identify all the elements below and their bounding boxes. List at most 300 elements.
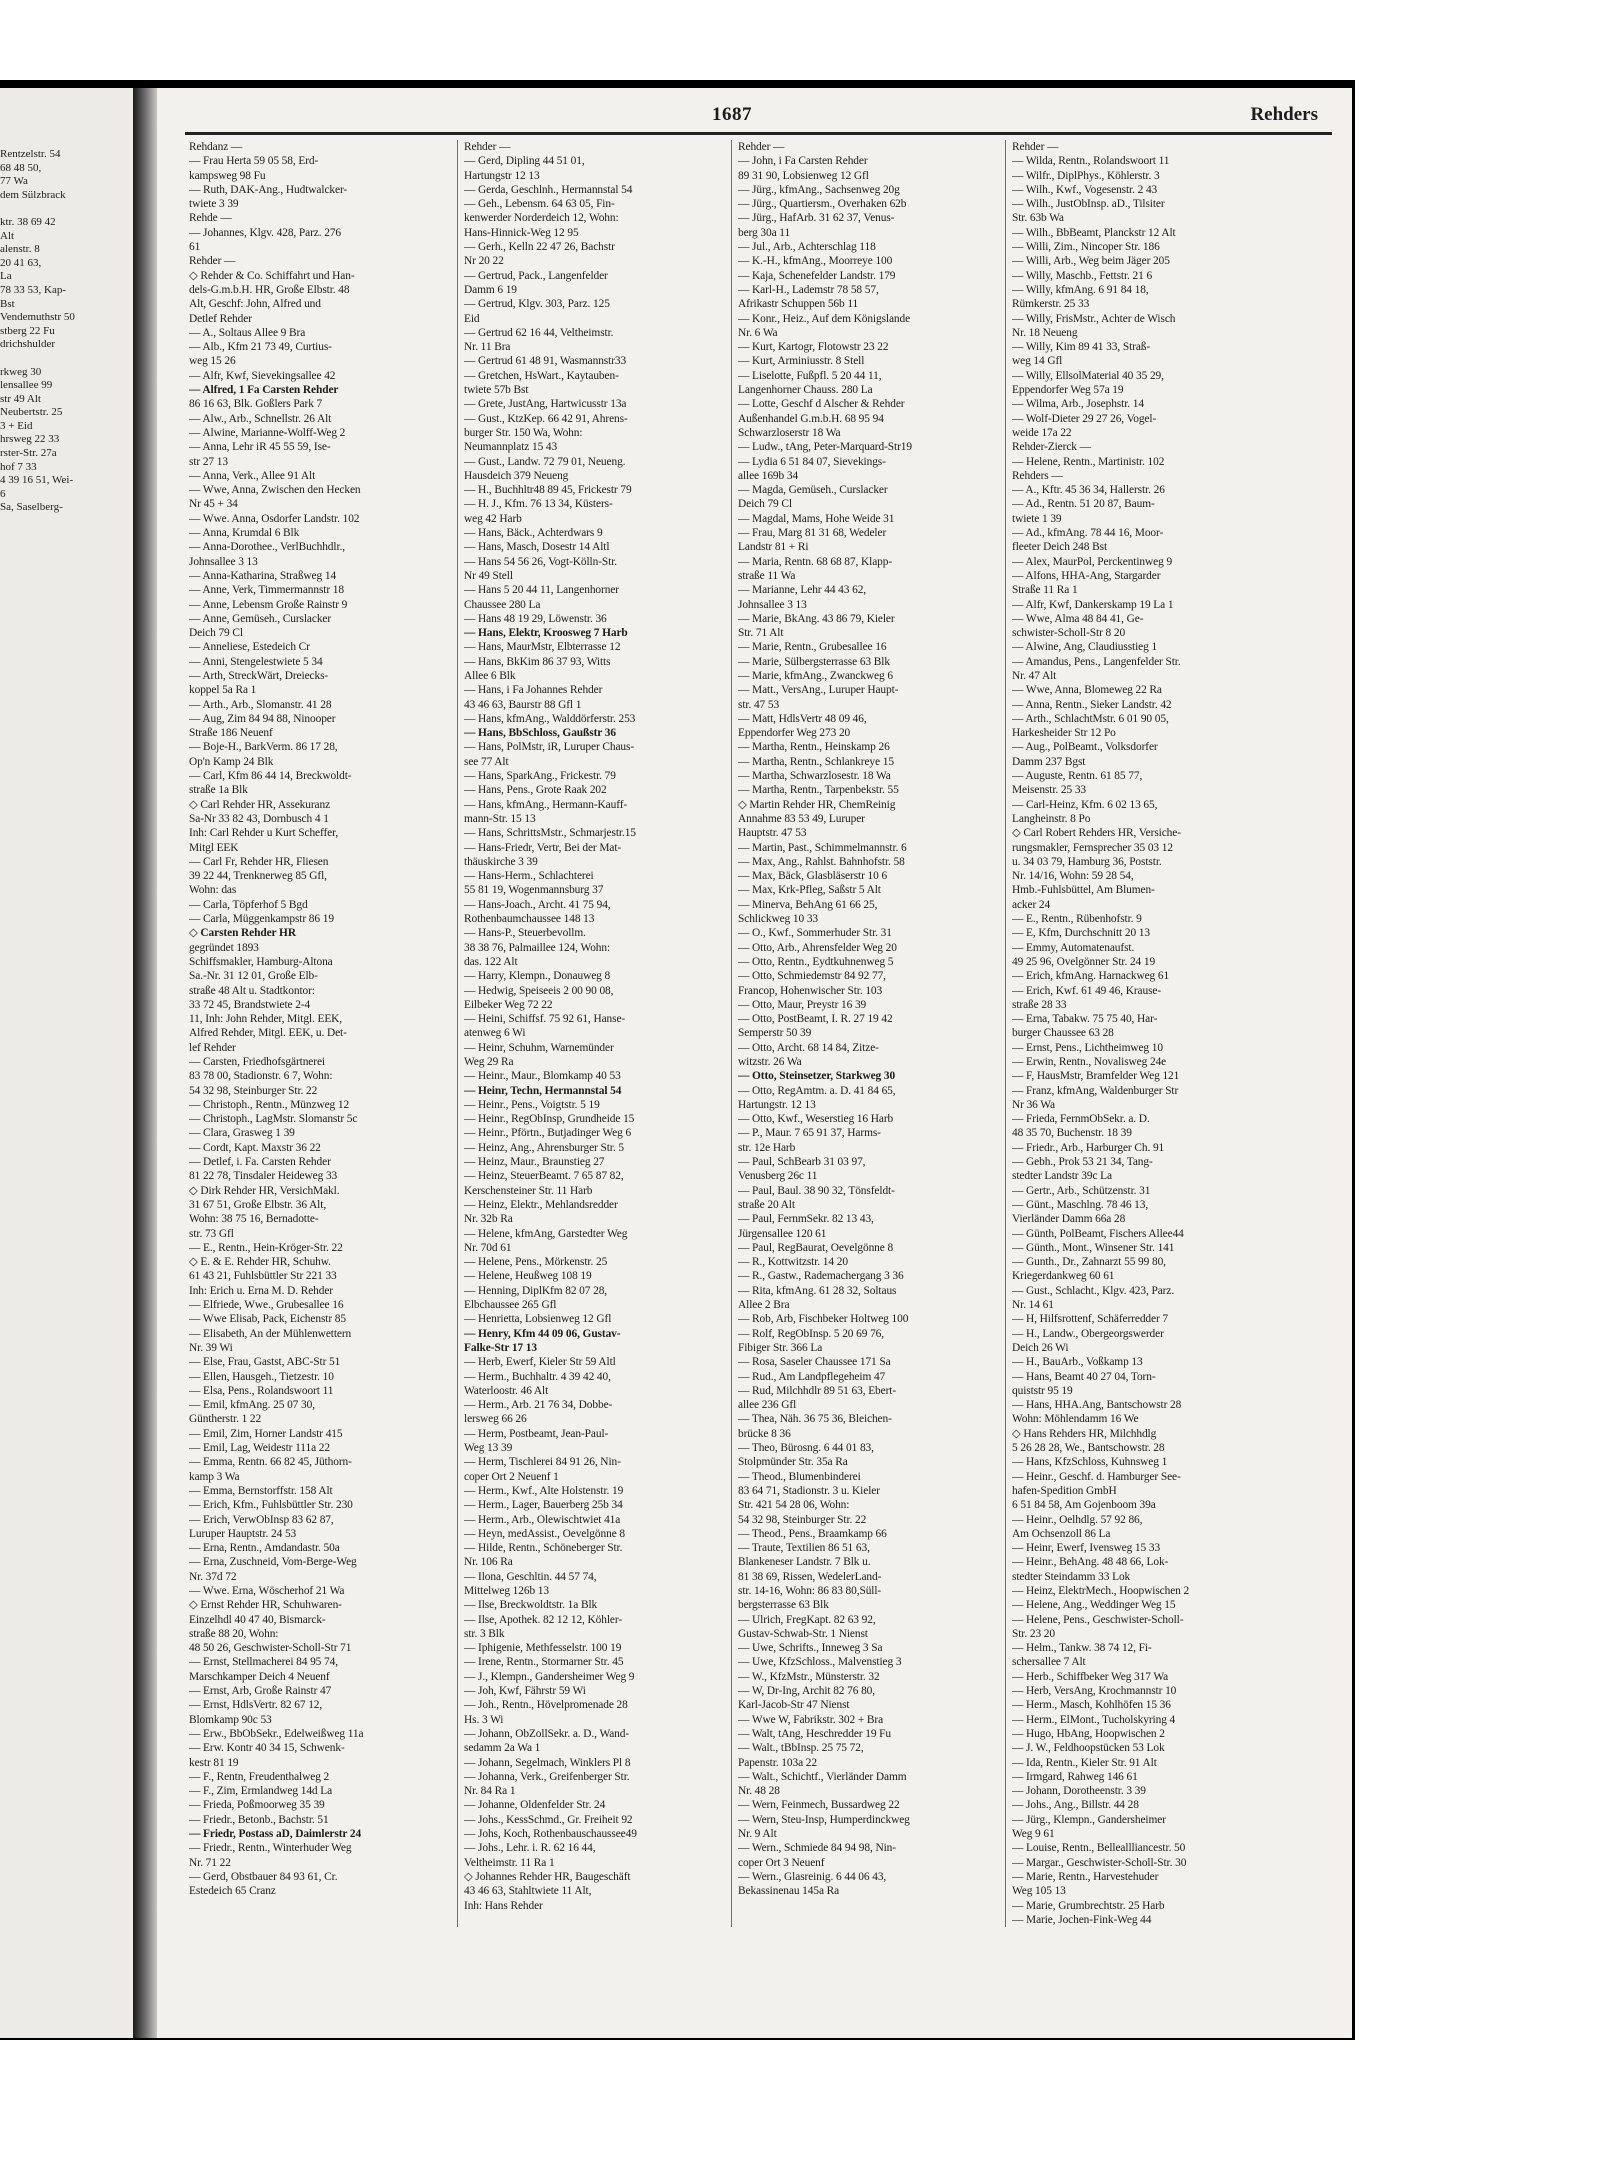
entry-line: — Willy, Kim 89 41 33, Straß- bbox=[1012, 341, 1151, 354]
entry-line: — Max, Bäck, Glasbläserstr 10 6 bbox=[738, 870, 888, 883]
entry-line: Rothenbaumchaussee 148 13 bbox=[464, 913, 595, 926]
entry-line: Schwarzloserstr 18 Wa bbox=[738, 426, 841, 439]
entry-line: — Boje-H., BarkVerm. 86 17 28, bbox=[189, 741, 338, 754]
entry-line: — Gertrud, Pack., Langenfelder bbox=[464, 269, 608, 282]
entry-line: — Konr., Heiz., Auf dem Königslande bbox=[738, 312, 911, 325]
entry-line: — Elfriede, Wwe., Grubesallee 16 bbox=[189, 1299, 344, 1312]
entry-line: — Martha, Schwarzlosestr. 18 Wa bbox=[738, 770, 891, 783]
entry-line: — Gerda, Geschlnh., Hermannstal 54 bbox=[464, 183, 633, 196]
entry-line: — Gerd, Dipling 44 51 01, bbox=[464, 155, 585, 168]
entry-line: — Thea, Näh. 36 75 36, Bleichen- bbox=[738, 1413, 892, 1426]
entry-line: — Hans, PolMstr, iR, Luruper Chaus- bbox=[464, 741, 635, 754]
entry-heading: ◇ E. & E. Rehder HR, Schuhw. bbox=[189, 1256, 331, 1269]
page-number: 1687 bbox=[712, 104, 752, 125]
entry-line: Meisenstr. 25 33 bbox=[1012, 784, 1087, 797]
entry-line: quiststr 95 19 bbox=[1012, 1384, 1073, 1397]
entry-line: Allee 2 Bra bbox=[738, 1299, 790, 1312]
entry-line: — Hans 54 56 26, Vogt-Kölln-Str. bbox=[464, 555, 618, 568]
entry-line: — Ad., Rentn. 51 20 87, Baum- bbox=[1012, 498, 1155, 511]
entry-line: — Herm., Lager, Bauerberg 25b 34 bbox=[464, 1499, 623, 1512]
entry-line: — Christoph., LagMstr. Slomanstr 5c bbox=[189, 1113, 358, 1126]
entry-line: Langheinstr. 8 Po bbox=[1012, 812, 1091, 825]
entry-line: Mittelweg 126b 13 bbox=[464, 1584, 549, 1597]
entry-line: — Herb, Ewerf, Kieler Str 59 Altl bbox=[464, 1356, 616, 1369]
entry-line: — Heinr., RegObInsp, Grundheide 15 bbox=[464, 1113, 635, 1126]
fragment-line: lensallee 99 bbox=[0, 379, 53, 392]
entry-line: — Wwe, Anna, Zwischen den Hecken bbox=[189, 484, 361, 497]
entry-line: — Irene, Rentn., Stormarner Str. 45 bbox=[464, 1656, 624, 1669]
entry-line: Nr. 39 Wi bbox=[189, 1341, 233, 1354]
entry-line: — Herm., Kwf., Alte Holstenstr. 19 bbox=[464, 1484, 624, 1497]
entry-line: 48 50 26, Geschwister-Scholl-Str 71 bbox=[189, 1642, 352, 1655]
entry-line: — Joh, Kwf, Fährstr 59 Wi bbox=[464, 1685, 586, 1698]
entry-line: — Marie, BkAng. 43 86 79, Kieler bbox=[738, 612, 895, 625]
entry-line: Schiffsmakler, Hamburg-Altona bbox=[189, 955, 333, 968]
entry-line: — Marie, Rentn., Grubesallee 16 bbox=[738, 641, 887, 654]
entry-line: coper Ort 3 Neuenf bbox=[738, 1856, 825, 1869]
entry-line: — Paul, FernmSekr. 82 13 43, bbox=[738, 1213, 874, 1226]
entry-line: kampsweg 98 Fu bbox=[189, 169, 266, 182]
entry-line: — Arth., Arb., Slomanstr. 41 28 bbox=[189, 698, 332, 711]
entry-line: — Karl-H., Lademstr 78 58 57, bbox=[738, 283, 879, 296]
entry-line: — Hans, kfmAng., Walddörferstr. 253 bbox=[464, 712, 636, 725]
entry-line: str. 12e Harb bbox=[738, 1141, 796, 1154]
entry-line: — Martha, Rentn., Heinskamp 26 bbox=[738, 741, 890, 754]
entry-line: witzstr. 26 Wa bbox=[738, 1056, 802, 1068]
entry-line: allee 169b 34 bbox=[738, 469, 799, 482]
entry-line: — Magdal, Mams, Hohe Weide 31 bbox=[738, 512, 895, 525]
entry-line: — J., Klempn., Gandersheimer Weg 9 bbox=[464, 1670, 635, 1683]
entry-line: Einzelhdl 40 47 40, Bismarck- bbox=[189, 1613, 326, 1626]
entry-line: — Walt., Schichtf., Vierländer Damm bbox=[738, 1770, 907, 1783]
entry-line: — Otto, RegAmtm. a. D. 41 84 65, bbox=[738, 1084, 896, 1097]
entry-line: — Erich, Kfm., Fuhlsbüttler Str. 230 bbox=[189, 1499, 353, 1512]
entry-line: Hartungstr. 12 13 bbox=[738, 1098, 816, 1111]
entry-line: kamp 3 Wa bbox=[189, 1470, 240, 1483]
fragment-line: hof 7 33 bbox=[0, 460, 37, 473]
entry-line: — Marie, Sülbergsterrasse 63 Blk bbox=[738, 655, 890, 668]
entry-line: — Wwe, Anna, Blomeweg 22 Ra bbox=[1012, 684, 1162, 697]
entry-line: Güntherstr. 1 22 bbox=[189, 1413, 262, 1426]
entry-line: — Iphigenie, Methfesselstr. 100 19 bbox=[464, 1642, 622, 1655]
entry-line: — E., Rentn., Rübenhofstr. 9 bbox=[1012, 913, 1142, 926]
entry-line: — Hans, BbSchloss, Gaußstr 36 bbox=[464, 727, 616, 740]
entry-line: — Hans, kfmAng., Hermann-Kauff- bbox=[464, 798, 628, 811]
entry-line: — Heinr., Oelhdlg. 57 92 86, bbox=[1012, 1513, 1143, 1526]
entry-line: 33 72 45, Brandstwiete 2-4 bbox=[189, 998, 311, 1011]
entry-line: — Magda, Gemüseh., Curslacker bbox=[738, 484, 888, 497]
entry-line: dels-G.m.b.H. HR, Große Elbstr. 48 bbox=[189, 283, 350, 296]
entry-line: — Emil, kfmAng. 25 07 30, bbox=[189, 1399, 315, 1412]
entry-line: — Max, Krk-Pfleg, Saßstr 5 Alt bbox=[738, 884, 881, 897]
entry-line: — H., Landw., Obergeorgswerder bbox=[1012, 1327, 1164, 1340]
entry-line: — Otto, PostBeamt, I. R. 27 19 42 bbox=[738, 1013, 893, 1026]
entry-line: Wohn: das bbox=[189, 884, 237, 897]
entry-line: — Willy, EllsolMaterial 40 35 29, bbox=[1012, 369, 1164, 382]
entry-heading: ◇ Johannes Rehder HR, Baugeschäft bbox=[464, 1870, 631, 1883]
entry-line: — Hans, SparkAng., Frickestr. 79 bbox=[464, 770, 616, 783]
entry-line: Nr. 37d 72 bbox=[189, 1570, 237, 1583]
entry-line: Schlickweg 10 33 bbox=[738, 913, 819, 926]
entry-line: 81 38 69, Rissen, WedelerLand- bbox=[738, 1570, 882, 1583]
entry-line: Wohn: Möhlendamm 16 We bbox=[1012, 1413, 1139, 1426]
fragment-line: rster-Str. 27a bbox=[0, 447, 57, 460]
fragment-line: alenstr. 8 bbox=[0, 243, 40, 256]
entry-line: Nr. 6 Wa bbox=[738, 326, 778, 339]
entry-line: — Hans-Friedr, Vertr, Bei der Mat- bbox=[464, 841, 622, 854]
entry-line: — Hans-Herm., Schlachterei bbox=[464, 870, 594, 883]
entry-line: — Martha, Rentn., Tarpenbekstr. 55 bbox=[738, 784, 899, 797]
entry-line: — Hans 48 19 29, Löwenstr. 36 bbox=[464, 612, 607, 625]
entry-line: Weg 29 Ra bbox=[464, 1056, 514, 1068]
entry-line: Marschkamper Deich 4 Neuenf bbox=[189, 1670, 330, 1683]
entry-line: — Arth., SchlachtMstr. 6 01 90 05, bbox=[1012, 712, 1169, 725]
entry-line: — P., Maur. 7 65 91 37, Harms- bbox=[738, 1127, 881, 1140]
entry-line: — Henning, DiplKfm 82 07 28, bbox=[464, 1284, 608, 1297]
entry-line: — Wilh., JustObInsp. aD., Tilsiter bbox=[1012, 198, 1165, 211]
entry-line: — Anna-Katharina, Straßweg 14 bbox=[189, 569, 337, 582]
entry-line: — Geh., Lebensm. 64 63 05, Fin- bbox=[464, 198, 615, 211]
entry-line: — F., Zim, Ermlandweg 14d La bbox=[189, 1785, 333, 1798]
entry-line: Semperstr 50 39 bbox=[738, 1027, 812, 1040]
entry-line: — Traute, Textilien 86 51 63, bbox=[738, 1542, 870, 1555]
entry-line: Nr. 70d 61 bbox=[464, 1241, 512, 1254]
entry-line: — Frau, Marg 81 31 68, Wedeler bbox=[738, 527, 887, 540]
entry-line: — Auguste, Rentn. 61 85 77, bbox=[1012, 770, 1143, 783]
entry-line: Inh: Erich u. Erna M. D. Rehder bbox=[189, 1284, 333, 1297]
entry-line: — Hans, Bäck., Achterdwars 9 bbox=[464, 527, 603, 540]
entry-line: — Otto, Maur, Preystr 16 39 bbox=[738, 998, 867, 1011]
entry-line: Bekassinenau 145a Ra bbox=[738, 1885, 840, 1898]
entry-line: — Otto, Archt. 68 14 84, Zitze- bbox=[738, 1041, 879, 1054]
entry-heading: ◇ Martin Rehder HR, ChemReinig bbox=[738, 798, 896, 811]
entry-line: — Hans, Beamt 40 27 04, Torn- bbox=[1012, 1370, 1156, 1383]
entry-heading: Rehdanz — bbox=[189, 141, 243, 153]
entry-line: — Heinr., BehAng. 48 48 66, Lok- bbox=[1012, 1556, 1169, 1569]
entry-line: — Ludw., tAng, Peter-Marquard-Str19 bbox=[738, 441, 912, 454]
entry-line: Blomkamp 90c 53 bbox=[189, 1713, 272, 1726]
entry-line: Allee 6 Blk bbox=[464, 669, 516, 682]
entry-line: — Heinr, Techn, Hermannstal 54 bbox=[464, 1084, 622, 1097]
entry-line: — Matt., VersAng., Luruper Haupt- bbox=[738, 684, 899, 697]
entry-line: acker 24 bbox=[1012, 898, 1051, 911]
entry-line: Hausdeich 379 Neueng bbox=[464, 469, 569, 482]
entry-line: — Emmy, Automatenaufst. bbox=[1012, 941, 1135, 954]
fragment-line: Alt bbox=[0, 229, 15, 242]
entry-line: — Wern, Steu-Insp, Humperdinckweg bbox=[738, 1813, 910, 1826]
entry-line: Veltheimstr. 11 Ra 1 bbox=[464, 1856, 555, 1869]
entry-line: — Gertrud 61 48 91, Wasmannstr33 bbox=[464, 355, 627, 368]
entry-line: — Minerva, BehAng 61 66 25, bbox=[738, 898, 878, 911]
entry-line: — Martha, Rentn., Schlankreye 15 bbox=[738, 755, 894, 768]
entry-line: Straße 11 Ra 1 bbox=[1012, 584, 1078, 597]
entry-line: 5 26 28 28, We., Bantschowstr. 28 bbox=[1012, 1442, 1165, 1455]
entry-heading: Rehder — bbox=[738, 141, 785, 153]
fragment-line: dem Sülzbrack bbox=[0, 188, 66, 201]
entry-line: — John, i Fa Carsten Rehder bbox=[738, 155, 868, 168]
entry-line: 43 46 63, Baurstr 88 Gfl 1 bbox=[464, 698, 582, 711]
entry-line: — Alwine, Ang, Claudiusstieg 1 bbox=[1012, 641, 1158, 654]
entry-line: — A., Kftr. 45 36 34, Hallerstr. 26 bbox=[1012, 484, 1165, 497]
entry-line: — Willy, Maschb., Fettstr. 21 6 bbox=[1012, 269, 1153, 282]
entry-line: Langenhorner Chauss. 280 La bbox=[738, 384, 873, 397]
entry-line: Nr. 84 Ra 1 bbox=[464, 1785, 516, 1798]
entry-line: — Hans-P., Steuerbevollm. bbox=[464, 927, 586, 940]
entry-line: — Johann, Segelmach, Winklers Pl 8 bbox=[464, 1756, 631, 1769]
entry-line: — Gerh., Kelln 22 47 26, Bachstr bbox=[464, 241, 615, 254]
entry-line: 39 22 44, Trenknerweg 85 Gfl, bbox=[189, 870, 327, 883]
entry-line: — Heyn, medAssist., Oevelgönne 8 bbox=[464, 1527, 625, 1540]
entry-line: twiete 1 39 bbox=[1012, 512, 1062, 525]
entry-line: — Günt., Maschlng. 78 46 13, bbox=[1012, 1198, 1149, 1211]
entry-line: — Detlef, i. Fa. Carsten Rehder bbox=[189, 1156, 331, 1169]
entry-heading: Rehder — bbox=[189, 255, 236, 268]
entry-line: — Marianne, Lehr 44 43 62, bbox=[738, 584, 867, 597]
entry-line: — Hans, Pens., Grote Raak 202 bbox=[464, 784, 607, 797]
entry-line: — Anne, Verk, Timmermannstr 18 bbox=[189, 584, 344, 597]
entry-line: Hauptstr. 47 53 bbox=[738, 827, 807, 840]
entry-line: — Heinz, Elektr., Mehlandsredder bbox=[464, 1198, 618, 1211]
entry-line: — Theod., Blumenbinderei bbox=[738, 1470, 861, 1483]
entry-line: — Hans, KfzSchloss, Kuhnsweg 1 bbox=[1012, 1456, 1168, 1469]
entry-line: sedamm 2a Wa 1 bbox=[464, 1742, 541, 1755]
entry-line: — Heinr., Pförtn., Butjadinger Weg 6 bbox=[464, 1127, 632, 1140]
entry-line: — Wwe Elisab, Pack, Eichenstr 85 bbox=[189, 1313, 346, 1326]
entry-line: — Hans 5 20 44 11, Langenhorner bbox=[464, 584, 619, 597]
entry-line: — Alfr, Kwf, Sievekingsallee 42 bbox=[189, 369, 336, 382]
entry-line: stedter Steindamm 33 Lok bbox=[1012, 1570, 1131, 1583]
entry-line: fleeter Deich 248 Bst bbox=[1012, 541, 1108, 554]
entry-line: kestr 81 19 bbox=[189, 1756, 239, 1769]
entry-line: twiete 57b Bst bbox=[464, 384, 529, 397]
entry-line: — Wern., Glasreinig. 6 44 06 43, bbox=[738, 1870, 887, 1883]
entry-line: das. 122 Alt bbox=[464, 955, 518, 968]
entry-line: — Kurt, Arminiusstr. 8 Stell bbox=[738, 355, 865, 368]
entry-line: 61 bbox=[189, 241, 201, 254]
entry-line: — Anna, Rentn., Sieker Landstr. 42 bbox=[1012, 698, 1172, 711]
entry-line: Str. 421 54 28 06, Wohn: bbox=[738, 1499, 850, 1512]
entry-line: berg 30a 11 bbox=[738, 226, 791, 239]
entry-line: Falke-Str 17 13 bbox=[464, 1341, 537, 1354]
entry-line: — Rosa, Saseler Chaussee 171 Sa bbox=[738, 1356, 891, 1369]
entry-line: — Heinr., Pens., Voigtstr. 5 19 bbox=[464, 1098, 600, 1111]
entry-line: allee 236 Gfl bbox=[738, 1399, 797, 1412]
entry-line: 81 22 78, Tinsdaler Heideweg 33 bbox=[189, 1170, 338, 1183]
entry-line: — Marie, Jochen-Fink-Weg 44 bbox=[1012, 1913, 1152, 1926]
entry-line: — H., BauArb., Voßkamp 13 bbox=[1012, 1356, 1143, 1369]
entry-line: — Anneliese, Estedeich Cr bbox=[189, 641, 310, 654]
entry-line: — A., Soltaus Allee 9 Bra bbox=[189, 326, 306, 339]
fragment-line: Neubertstr. 25 bbox=[0, 406, 63, 419]
entry-line: — Ilona, Geschltin. 44 57 74, bbox=[464, 1570, 597, 1583]
entry-line: — Kurt, Kartogr, Flotowstr 23 22 bbox=[738, 341, 889, 354]
fragment-line bbox=[0, 352, 133, 366]
entry-line: — Helene, kfmAng, Garstedter Weg bbox=[464, 1227, 628, 1240]
left-page-edge bbox=[0, 88, 133, 2038]
entry-line: — Helene, Heußweg 108 19 bbox=[464, 1270, 592, 1283]
entry-line: Nr. 106 Ra bbox=[464, 1556, 513, 1569]
entry-line: — Heinr, Ewerf, Ivensweg 15 33 bbox=[1012, 1542, 1161, 1555]
entry-line: — Carsten, Friedhofsgärtnerei bbox=[189, 1056, 325, 1068]
entry-line: — Wilda, Rentn., Rolandswoort 11 bbox=[1012, 155, 1170, 168]
entry-line: — Erna, Zuschneid, Vom-Berge-Weg bbox=[189, 1556, 357, 1569]
entry-line: — Clara, Grasweg 1 39 bbox=[189, 1127, 295, 1140]
entry-line: Nr 49 Stell bbox=[464, 569, 513, 582]
entry-line: — J. W., Feldhoopstücken 53 Lok bbox=[1012, 1742, 1165, 1755]
entry-heading: Rehde — bbox=[189, 212, 232, 225]
entry-line: — Harry, Klempn., Donauweg 8 bbox=[464, 970, 611, 983]
entry-line: — Uwe, KfzSchloss., Malvenstieg 3 bbox=[738, 1656, 902, 1669]
entry-line: — Ilse, Apothek. 82 12 12, Köhler- bbox=[464, 1613, 623, 1626]
entry-line: — Gust., Landw. 72 79 01, Neueng. bbox=[464, 455, 626, 468]
entry-line: Johnsallee 3 13 bbox=[738, 598, 807, 611]
entry-line: — H, Hilfsrottenf, Schäferredder 7 bbox=[1012, 1313, 1169, 1326]
entry-line: — Wwe. Anna, Osdorfer Landstr. 102 bbox=[189, 512, 360, 525]
entry-line: — Ellen, Hausgeh., Tietzestr. 10 bbox=[189, 1370, 334, 1383]
entry-line: Nr. 32b Ra bbox=[464, 1213, 513, 1226]
entry-line: — Ida, Rentn., Kieler Str. 91 Alt bbox=[1012, 1756, 1157, 1769]
column-4 bbox=[1005, 140, 1279, 1927]
entry-line: — Alfons, HHA-Ang, Stargarder bbox=[1012, 569, 1161, 582]
entry-line: Eilbeker Weg 72 22 bbox=[464, 998, 553, 1011]
directory-page bbox=[157, 88, 1352, 2038]
entry-line: — Walt, tAng, Heschredder 19 Fu bbox=[738, 1727, 891, 1740]
entry-line: — Herm, Postbeamt, Jean-Paul- bbox=[464, 1427, 609, 1440]
entry-line: — Irmgard, Rahweg 146 61 bbox=[1012, 1770, 1138, 1783]
entry-line: Waterloostr. 46 Alt bbox=[464, 1384, 549, 1397]
entry-line: Rümkerstr. 25 33 bbox=[1012, 298, 1090, 311]
entry-line: Chaussee 280 La bbox=[464, 598, 541, 611]
entry-line: — Wwe. Erna, Wöscherhof 21 Wa bbox=[189, 1584, 345, 1597]
entry-line: — Erw. Kontr 40 34 15, Schwenk- bbox=[189, 1742, 345, 1755]
entry-line: — Walt., tBbInsp. 25 75 72, bbox=[738, 1742, 864, 1755]
entry-line: brücke 8 36 bbox=[738, 1427, 791, 1440]
entry-heading: Rehder — bbox=[464, 141, 511, 153]
entry-line: — Gerd, Obstbauer 84 93 61, Cr. bbox=[189, 1870, 338, 1883]
entry-line: — Hans-Joach., Archt. 41 75 94, bbox=[464, 898, 611, 911]
entry-line: burger Chaussee 63 28 bbox=[1012, 1027, 1114, 1040]
entry-line: Stolpmünder Str. 35a Ra bbox=[738, 1456, 848, 1469]
entry-line: weg 14 Gfl bbox=[1012, 355, 1063, 368]
entry-line: Francop, Hohenwischer Str. 103 bbox=[738, 984, 883, 997]
entry-line: — Herm., Arb., Olewischtwiet 41a bbox=[464, 1513, 621, 1526]
entry-heading: ◇ Carl Robert Rehders HR, Versiche- bbox=[1012, 827, 1181, 840]
entry-line: — Helene, Pens., Mörkenstr. 25 bbox=[464, 1256, 608, 1269]
entry-line: — Anna, Krumdal 6 Blk bbox=[189, 527, 300, 540]
entry-line: — Christoph., Rentn., Münzweg 12 bbox=[189, 1098, 350, 1111]
entry-line: 49 25 96, Ovelgönner Str. 24 19 bbox=[1012, 955, 1156, 968]
entry-line: 54 32 98, Steinburger Str. 22 bbox=[189, 1084, 318, 1097]
left-page-fragments bbox=[0, 148, 133, 515]
fragment-line: 3 + Eid bbox=[0, 419, 33, 432]
entry-heading: Rehder-Zierck — bbox=[1012, 441, 1091, 454]
entry-heading: ◇ Hans Rehders HR, Milchhdlg bbox=[1012, 1427, 1157, 1440]
entry-line: straße 88 20, Wohn: bbox=[189, 1627, 279, 1640]
entry-line: — Ernst, HdlsVertr. 82 67 12, bbox=[189, 1699, 323, 1712]
entry-line: — Gretchen, HsWart., Kaytauben- bbox=[464, 369, 619, 382]
entry-line: — Johs., KessSchmd., Gr. Freiheit 92 bbox=[464, 1813, 633, 1826]
entry-line: — Helene, Ang., Weddinger Weg 15 bbox=[1012, 1599, 1176, 1612]
entry-line: Nr. 14 61 bbox=[1012, 1299, 1054, 1312]
fragment-line: Bst bbox=[0, 297, 15, 310]
entry-line: Sa.-Nr. 31 12 01, Große Elb- bbox=[189, 970, 318, 983]
entry-line: — Otto, Steinsetzer, Starkweg 30 bbox=[738, 1070, 896, 1083]
entry-line: — Gertrud, Klgv. 303, Parz. 125 bbox=[464, 298, 610, 311]
entry-line: — Hans, SchrittsMstr., Schmarjestr.15 bbox=[464, 827, 636, 840]
entry-line: — Ernst, Stellmacherei 84 95 74, bbox=[189, 1656, 338, 1669]
entry-line: — Marie, Rentn., Harvestehuder bbox=[1012, 1870, 1159, 1883]
entry-line: Nr. 11 Bra bbox=[464, 341, 511, 354]
entry-line: Weg 105 13 bbox=[1012, 1885, 1066, 1898]
entry-line: — Emil, Zim, Horner Landstr 415 bbox=[189, 1427, 343, 1440]
entry-line: — Hans, HHA.Ang, Bantschowstr 28 bbox=[1012, 1399, 1182, 1412]
entry-line: Inh: Hans Rehder bbox=[464, 1899, 543, 1912]
entry-line: Afrikastr Schuppen 56b 11 bbox=[738, 298, 859, 311]
entry-line: koppel 5a Ra 1 bbox=[189, 684, 257, 697]
entry-line: straße 28 33 bbox=[1012, 998, 1067, 1011]
entry-line: Deich 79 Cl bbox=[738, 498, 792, 511]
entry-line: Johnsallee 3 13 bbox=[189, 555, 258, 568]
entry-line: — Alb., Kfm 21 73 49, Curtius- bbox=[189, 341, 332, 354]
entry-line: burger Str. 150 Wa, Wohn: bbox=[464, 426, 583, 439]
entry-line: str. 73 Gfl bbox=[189, 1227, 234, 1240]
entry-line: Weg 9 61 bbox=[1012, 1828, 1055, 1841]
entry-line: Blankeneser Landstr. 7 Blk u. bbox=[738, 1556, 871, 1569]
entry-line: — Wilfr., DiplPhys., Köhlerstr. 3 bbox=[1012, 169, 1160, 182]
entry-line: Weg 13 39 bbox=[464, 1442, 513, 1455]
entry-line: Eppendorfer Weg 57a 19 bbox=[1012, 384, 1124, 397]
entry-line: — Hans, Masch, Dosestr 14 Altl bbox=[464, 541, 610, 554]
entry-line: — Willy, FrisMstr., Achter de Wisch bbox=[1012, 312, 1176, 325]
entry-line: Luruper Hauptstr. 24 53 bbox=[189, 1527, 297, 1540]
entry-line: — Henrietta, Lobsienweg 12 Gfl bbox=[464, 1313, 612, 1326]
entry-line: — Johs, Koch, Rothenbauschaussee49 bbox=[464, 1828, 637, 1841]
entry-line: — Herm., Arb. 21 76 34, Dobbe- bbox=[464, 1399, 613, 1412]
entry-heading: ◇ Rehder & Co. Schiffahrt und Han- bbox=[189, 269, 355, 282]
entry-line: Hartungstr 12 13 bbox=[464, 169, 540, 182]
entry-line: — Otto, Rentn., Eydtkuhnenweg 5 bbox=[738, 955, 894, 968]
entry-line: 38 38 76, Palmaillee 124, Wohn: bbox=[464, 941, 611, 954]
entry-line: — Heinz, Maur., Braunstieg 27 bbox=[464, 1156, 605, 1169]
entry-line: Op'n Kamp 24 Blk bbox=[189, 755, 274, 768]
entry-line: — H., Buchhltr48 89 45, Frickestr 79 bbox=[464, 484, 632, 497]
entry-line: — Herb., Schiffbeker Weg 317 Wa bbox=[1012, 1670, 1169, 1683]
entry-line: — Herm, Tischlerei 84 91 26, Nin- bbox=[464, 1456, 621, 1469]
entry-line: — Martin, Past., Schimmelmannstr. 6 bbox=[738, 841, 907, 854]
entry-line: — Matt, HdlsVertr 48 09 46, bbox=[738, 712, 867, 725]
entry-line: — W, Dr-Ing, Archit 82 76 80, bbox=[738, 1685, 876, 1698]
entry-line: — Emma, Bernstorffstr. 158 Alt bbox=[189, 1484, 333, 1497]
entry-line: — Heinz, Ang., Ahrensburger Str. 5 bbox=[464, 1141, 624, 1154]
entry-line: Damm 237 Bgst bbox=[1012, 755, 1086, 768]
entry-line: — Herm., Masch, Kohlhöfen 15 36 bbox=[1012, 1699, 1171, 1712]
entry-line: — Otto, Arb., Ahrensfelder Weg 20 bbox=[738, 941, 897, 954]
entry-line: — Alw., Arb., Schnellstr. 26 Alt bbox=[189, 412, 332, 425]
entry-line: — Anna, Verk., Allee 91 Alt bbox=[189, 469, 316, 482]
entry-line: — Amandus, Pens., Langenfelder Str. bbox=[1012, 655, 1181, 668]
fragment-line: 4 39 16 51, Wei- bbox=[0, 474, 74, 487]
entry-line: — Aug, Zim 84 94 88, Ninooper bbox=[189, 712, 336, 725]
entry-line: — Alwine, Marianne-Wolff-Weg 2 bbox=[189, 426, 346, 439]
entry-line: — Erich, VerwObInsp 83 62 87, bbox=[189, 1513, 334, 1526]
entry-line: — Jürg., kfmAng., Sachsenweg 20g bbox=[738, 183, 900, 196]
entry-line: Mitgl EEK bbox=[189, 841, 239, 854]
entry-line: 31 67 51, Große Elbstr. 36 Alt, bbox=[189, 1198, 327, 1211]
entry-line: — Heinz, ElektrMech., Hoopwischen 2 bbox=[1012, 1584, 1190, 1597]
entry-line: — Gunth., Dr., Zahnarzt 55 99 80, bbox=[1012, 1256, 1166, 1269]
entry-line: — Anna-Dorothee., VerlBuchhdlr., bbox=[189, 541, 346, 554]
running-head: Rehders bbox=[1250, 104, 1318, 125]
